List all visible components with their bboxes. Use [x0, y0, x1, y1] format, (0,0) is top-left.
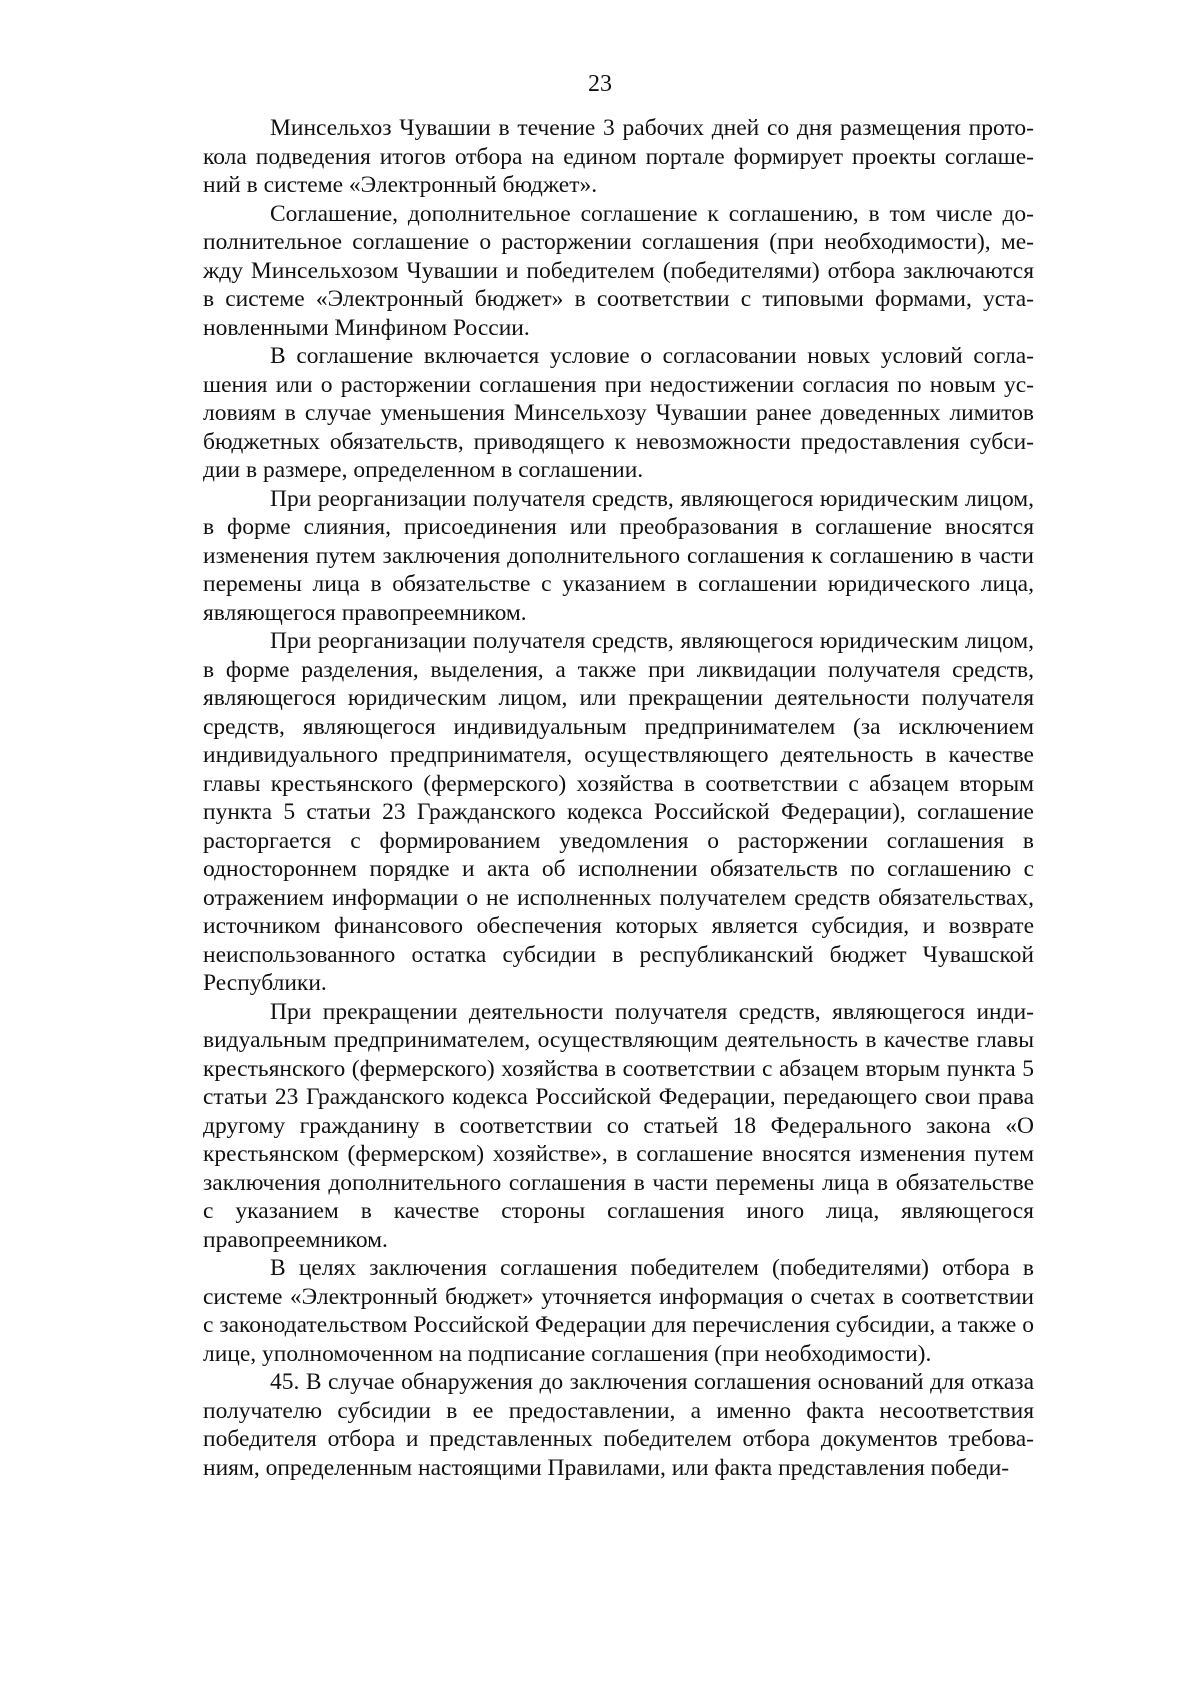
document-body	[203, 114, 1034, 1482]
paragraph-45-refusal-grounds: 45. В случае обнаружения до заключения соглашения оснований для отказа получателю субсидии в ее предоставлении, а именно факта несоответствия победителя отбора и представленных победителем отбора документов требованиям, определенным настоящими Правилами, или факта представления победи-	[203, 1369, 1034, 1481]
page-number: 23	[588, 71, 612, 97]
paragraph-agreement-drafts: Минсельхоз Чувашии в течение 3 рабочих дней со дня размещения протокола подведения итогов отбора на едином портале формирует проекты соглашений в системе «Электронный бюджет».	[203, 115, 1034, 198]
paragraph-reorganization-division: При реорганизации получателя средств, являющегося юридическим лицом, в форме разделения, выделения, а также при ликвидации получателя средств, являющегося юридическим лицом, или прекращении деятельности получателя средств, являющегося индивидуальным предпринимателем (за исключением индивидуального предпринимателя, осуществляющего деятельность в качестве главы крестьянского (фермерского) хозяйства в соответствии с абзацем вторым пункта 5 статьи 23 Гражданского кодекса Российской Федерации), соглашение расторгается с формированием уведомления о расторжении соглашения в одностороннем порядке и акта об исполнении обязательств по соглашению с отражением информации о не исполненных получателем средств обязательствах, источником финансового обеспечения которых является субсидия, и возврате неиспользованного остатка субсидии в республиканский бюджет Чувашской Республики.	[203, 628, 1034, 996]
paragraph-new-conditions: В соглашение включается условие о согласовании новых условий соглашения или о расторжении соглашения при недостижении согласия по новым условиям в случае уменьшения Минсельхозу Чувашии ранее доведенных лимитов бюджетных обязательств, приводящего к невозможности предоставления субсидии в размере, определенном в соглашении.	[203, 343, 1034, 483]
paragraph-account-information: В целях заключения соглашения победителем (победителями) отбора в системе «Электронный бюджет» уточняется информация о счетах в соответствии с законодательством Российской Федерации для перечисления субсидии, а также о лице, уполномоченном на подписание соглашения (при необходимости).	[203, 1255, 1034, 1367]
paragraph-reorganization-merger: При реорганизации получателя средств, являющегося юридическим лицом, в форме слияния, присоединения или преобразования в соглашение вносятся изменения путем заключения дополнительного соглашения к соглашению в части перемены лица в обязательстве с указанием в соглашении юридического лица, являющегося правопреемником.	[203, 485, 1034, 626]
paragraph-entrepreneur-termination: При прекращении деятельности получателя средств, являющегося индивидуальным предпринимателем, осуществляющим деятельность в качестве главы крестьянского (фермерского) хозяйства в соответствии с абзацем вторым пункта 5 статьи 23 Гражданского кодекса Российской Федерации, передающего свои права другому гражданину в соответствии со статьей 18 Федерального закона «О крестьянском (фермерском) хозяйстве», в соглашение вносятся изменения путем заключения дополнительного соглашения в части перемены лица в обязательстве с указанием в качестве стороны соглашения иного лица, являющегося правопреемником.	[203, 998, 1034, 1253]
paragraph-agreement-conclusion: Соглашение, дополнительное соглашение к соглашению, в том числе дополнительное соглашение о расторжении соглашения (при необходимости), между Минсельхозом Чувашии и победителем (победителями) отбора заключаются в системе «Электронный бюджет» в соответствии с типовыми формами, установленными Минфином России.	[203, 200, 1034, 341]
